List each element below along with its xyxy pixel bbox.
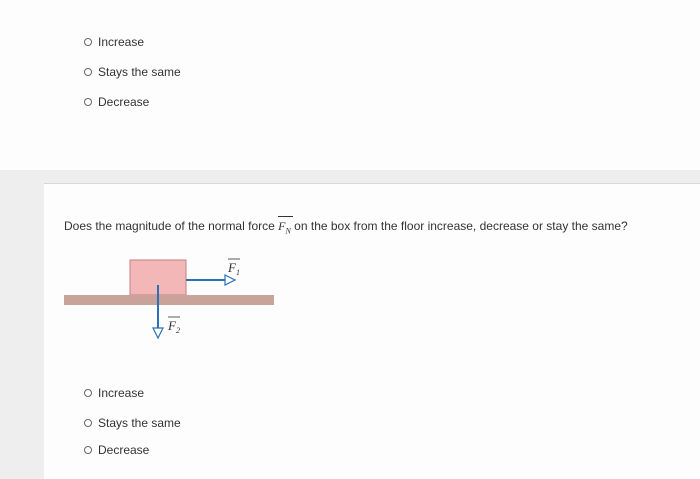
radio-button[interactable] (84, 419, 92, 427)
floor (64, 295, 274, 305)
normal-force-symbol (278, 219, 291, 236)
option-increase-prev[interactable] (84, 35, 144, 49)
question-text-before: Does the magnitude of the normal force (64, 219, 275, 233)
question-text-after: on the box from the floor increase, decrease or stay the same? (294, 219, 628, 233)
previous-question-card (0, 0, 700, 170)
radio-button[interactable] (84, 38, 92, 46)
radio-button[interactable] (84, 68, 92, 76)
question-text (64, 219, 628, 235)
force2-arrow-head (153, 328, 163, 338)
force1-label: $F_1$ (228, 260, 240, 277)
option-label: Decrease (98, 443, 150, 457)
force1-arrow-head (225, 275, 235, 285)
radio-button[interactable] (84, 446, 92, 454)
option-label: Increase (98, 386, 145, 400)
radio-button[interactable] (84, 98, 92, 106)
option-decrease[interactable] (84, 443, 149, 457)
option-decrease-prev[interactable] (84, 95, 149, 109)
radio-button[interactable] (84, 389, 92, 397)
option-label: Stays the same (98, 65, 181, 79)
option-stays-same-prev[interactable] (84, 65, 181, 79)
option-label: Stays the same (98, 416, 181, 430)
option-label: Decrease (98, 95, 150, 109)
force-letter: F (278, 219, 286, 233)
option-label: Increase (98, 35, 145, 49)
option-increase[interactable] (84, 386, 144, 400)
force-subscript: N (285, 226, 291, 236)
force-diagram (60, 250, 290, 350)
option-stays-same[interactable] (84, 416, 181, 430)
force2-label: $F_2$ (168, 318, 180, 335)
